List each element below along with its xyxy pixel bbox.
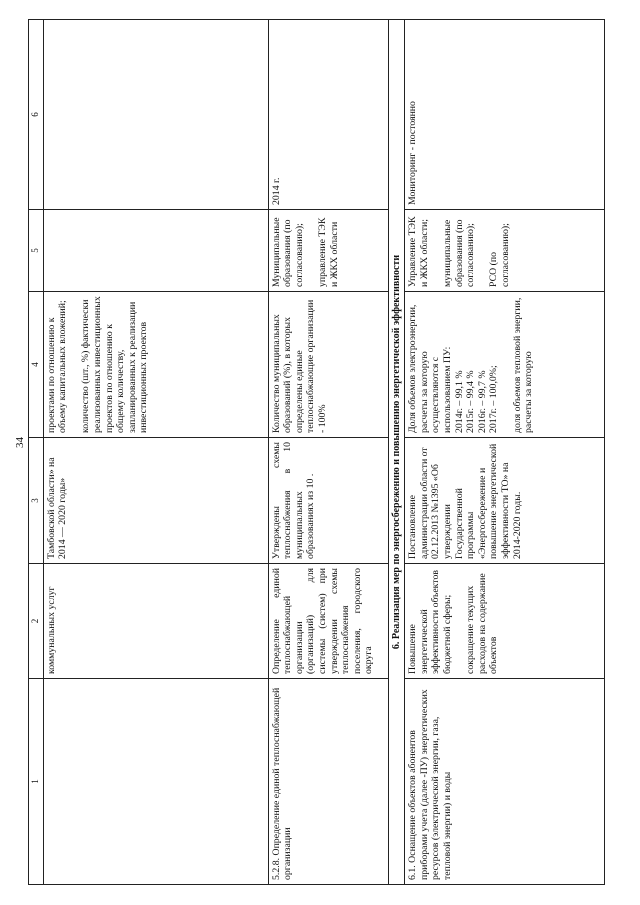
cell-responsible: Управление ТЭК и ЖКХ области; муниципальные образования (по согласованию); РСО (по согласованию); xyxy=(405,210,605,292)
cell-measure: 5.2.8. Определение единой теплоснабжающей организации xyxy=(268,679,388,885)
cell-deadline: Мониторинг - постоянно xyxy=(405,20,605,210)
cell-document: Тамбовской области» на 2014 — 2020 годы» xyxy=(43,438,268,564)
cell-deadline xyxy=(43,20,268,210)
cell-responsible xyxy=(43,210,268,292)
cell-responsible: Муниципальные образования (по согласованию); управление ТЭК и ЖКХ области xyxy=(268,210,388,292)
rotated-page xyxy=(28,20,612,885)
cell-indicator: Доля объемов электроэнергии, расчеты за которую осуществляются с использованием ПУ: 2014г. – 99,1 % 2015г. – 99,4 % 2016г. – 99,7 % 2017г. – 100,0%; доля объемов тепловой энергии, расчеты за которую xyxy=(405,292,605,438)
section-title: 6. Реализация мер по энергосбережению и повышению энергетической эффективности xyxy=(388,20,405,885)
header-col-3: 3 xyxy=(29,438,44,564)
cell-indicator: Количество муниципальных образований (%), в которых определены единые теплоснабжающие организации - 100% xyxy=(268,292,388,438)
page-number: 34 xyxy=(14,437,26,448)
cell-goal: коммунальных услуг xyxy=(43,564,268,679)
plan-table xyxy=(28,19,605,885)
cell-measure: 6.1. Оснащение объектов абонентов приборами учета (далее -ПУ) энергетических ресурсов (электрической энергии, газа, тепловой энергии) и воды xyxy=(405,679,605,885)
header-col-2: 2 xyxy=(29,564,44,679)
header-col-6: 6 xyxy=(29,20,44,210)
header-col-1: 1 xyxy=(29,679,44,885)
table-row xyxy=(268,20,388,885)
cell-document: Утверждены схемы теплоснабжения в 10 муниципальных образованиях из 10 . xyxy=(268,438,388,564)
header-row xyxy=(29,20,44,885)
cell-deadline: 2014 г. xyxy=(268,20,388,210)
cell-document: Постановление администрации области от 02.12.2013 №1395 «Об утверждении Государственной программы «Энергосбережение и повышение энергетической эффективности ТО» на 2014-2020 годы. xyxy=(405,438,605,564)
section-row xyxy=(388,20,405,885)
header-col-5: 5 xyxy=(29,210,44,292)
table-row xyxy=(43,20,268,885)
cell-measure xyxy=(43,679,268,885)
cell-goal: Определение единой теплоснабжающей организации (организаций) для системы (систем) при утверждении схемы теплоснабжения поселения, городского округа xyxy=(268,564,388,679)
header-col-4: 4 xyxy=(29,292,44,438)
cell-indicator: проектами по отношению к объему капитальных вложений; количество (шт., %) фактически реализованных инвестиционных проектов по отношению к общему количеству, запланированных к реализации инвестиционных проектов xyxy=(43,292,268,438)
table-row xyxy=(405,20,605,885)
cell-goal: Повышение энергетической эффективности объектов бюджетной сферы; сокращение текущих расходов на содержание объектов xyxy=(405,564,605,679)
